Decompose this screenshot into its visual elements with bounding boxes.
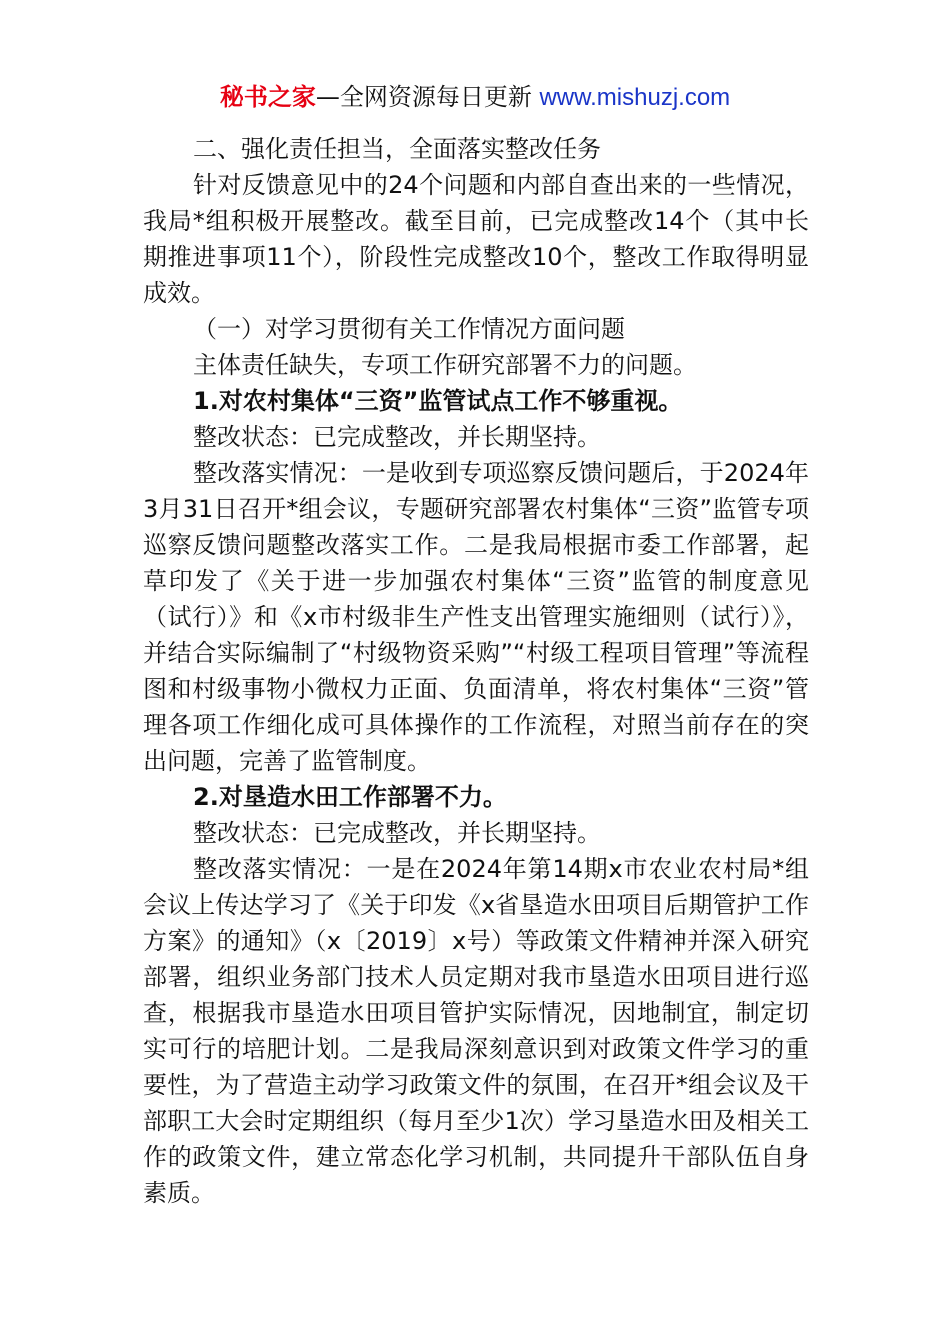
summary-paragraph: 针对反馈意见中的24个问题和内部自查出来的一些情况，我局*组积极开展整改。截至目前，已完成整改14个（其中长期推进事项11个），阶段性完成整改10个，整改工作取得明显成效。 bbox=[143, 171, 809, 307]
brand-name: 秘书之家 bbox=[219, 83, 316, 111]
item-2-heading: 2.对垦造水田工作部署不力。 bbox=[193, 783, 507, 811]
subsection-heading: （一）对学习贯彻有关工作情况方面问题 bbox=[193, 315, 625, 343]
issue-statement: 主体责任缺失，专项工作研究部署不力的问题。 bbox=[193, 351, 697, 379]
section-heading: 二、强化责任担当，全面落实整改任务 bbox=[193, 135, 601, 163]
site-banner bbox=[0, 80, 950, 115]
item-1-heading: 1.对农村集体“三资”监管试点工作不够重视。 bbox=[193, 387, 683, 415]
banner-tagline: —全网资源每日更新 bbox=[315, 83, 540, 111]
item-2-details: 整改落实情况：一是在2024年第14期x市农业农村局*组会议上传达学习了《关于印发《x省垦造水田项目后期管护工作方案》的通知》（x〔2019〕x号）等政策文件精神并深入研究部署，组织业务部门技术人员定期对我市垦造水田项目进行巡查，根据我市垦造水田项目管护实际情况，因地制宜，制定切实可行的培肥计划。二是我局深刻意识到对政策文件学习的重要性，为了营造主动学习政策文件的氛围，在召开*组会议及干部职工大会时定期组织（每月至少1次）学习垦造水田及相关工作的政策文件，建立常态化学习机制，共同提升干部队伍自身素质。 bbox=[143, 855, 809, 1207]
item-1-details: 整改落实情况：一是收到专项巡察反馈问题后，于2024年3月31日召开*组会议，专题研究部署农村集体“三资”监管专项巡察反馈问题整改落实工作。二是我局根据市委工作部署，起草印发了《关于进一步加强农村集体“三资”监管的制度意见（试行）》和《x市村级非生产性支出管理实施细则（试行）》，并结合实际编制了“村级物资采购”“村级工程项目管理”等流程图和村级事物小微权力正面、负面清单，将农村集体“三资”管理各项工作细化成可具体操作的工作流程，对照当前存在的突出问题，完善了监管制度。 bbox=[143, 459, 809, 775]
item-2-status: 整改状态：已完成整改，并长期坚持。 bbox=[193, 819, 601, 847]
item-1-status: 整改状态：已完成整改，并长期坚持。 bbox=[193, 423, 601, 451]
site-url-link[interactable]: www.mishuzj.com bbox=[539, 84, 731, 111]
document-body bbox=[143, 131, 809, 1211]
